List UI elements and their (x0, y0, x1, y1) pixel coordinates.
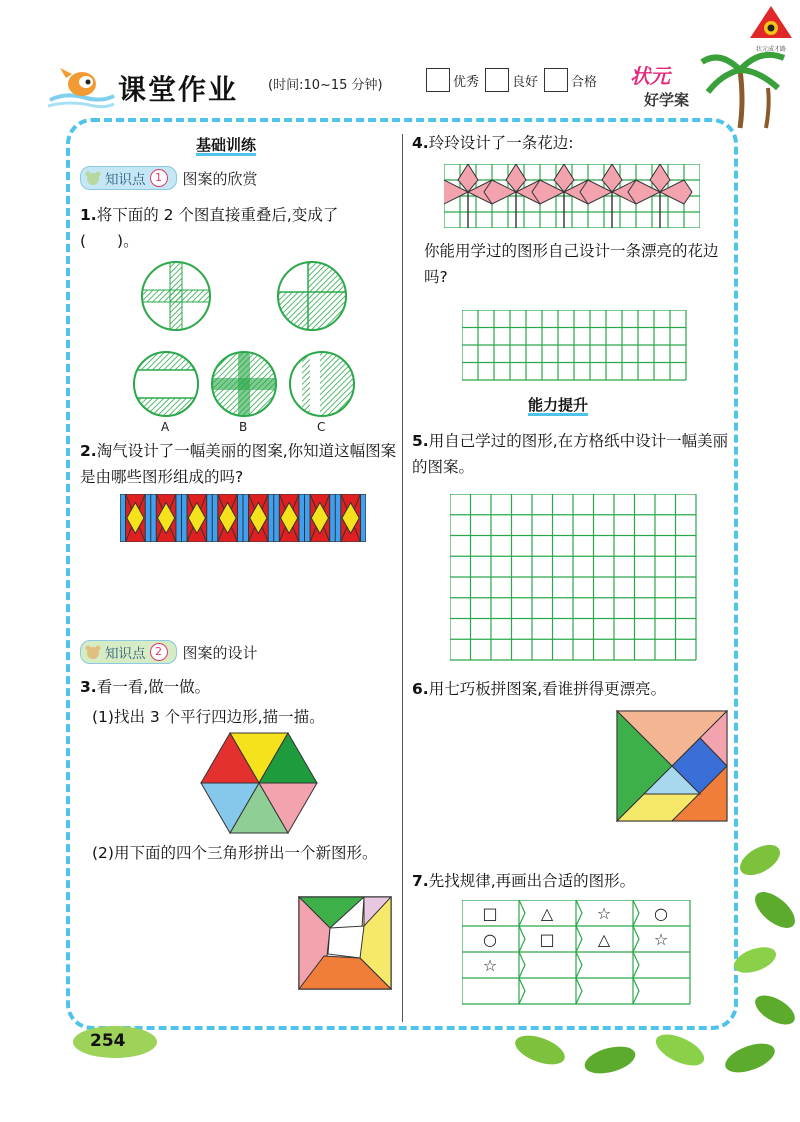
four-triangles-figure (298, 896, 392, 990)
brand-top: 状元 (630, 64, 670, 88)
q-text: 先找规律,再画出合适的图形。 (428, 872, 636, 890)
question-4-ask: 你能用学过的图形自己设计一条漂亮的花边吗? (424, 242, 719, 286)
grade-checkbox-pass[interactable] (544, 68, 568, 92)
question-3 (80, 674, 210, 700)
kp-title: 图案的欣赏 (182, 169, 258, 188)
question-3-2: (2)用下面的四个三角形拼出一个新图形。 (92, 844, 378, 862)
tangram-figure (616, 710, 728, 822)
q7-symbol: ☆ (596, 904, 612, 923)
corner-logo: 状元成才路 (746, 4, 796, 48)
kp-number: 2 (150, 643, 168, 661)
q-text: 看一看,做一做。 (96, 678, 211, 696)
page-number-badge (72, 1024, 158, 1060)
q-text: 淘气设计了一幅美丽的图案,你知道这幅图案是由哪些图形组成的吗? (80, 442, 397, 486)
q4-border-design (444, 164, 700, 228)
q-num: 5. (412, 432, 429, 450)
flame-logo-icon (746, 4, 796, 40)
kp-tag (80, 640, 177, 664)
header-mascot (46, 62, 116, 110)
question-6 (412, 676, 666, 702)
question-5 (412, 428, 732, 480)
q-num: 1. (80, 206, 97, 224)
grade-label-pass: 合格 (571, 74, 598, 90)
mascot-icon (46, 62, 116, 110)
q-text: 用自己学过的图形,在方格纸中设计一幅美丽的图案。 (412, 432, 729, 476)
question-4 (412, 130, 573, 156)
grade-boxes (420, 68, 597, 92)
page-number: 254 (90, 1031, 126, 1051)
question-7 (412, 868, 635, 894)
q7-symbol: △ (540, 904, 554, 923)
q7-symbol: □ (482, 904, 498, 923)
section-basic-training: 基础训练 (196, 136, 257, 154)
q-num: 3. (80, 678, 97, 696)
bear-icon (85, 644, 101, 660)
palm-tree-icon (700, 40, 790, 130)
grade-label-excellent: 优秀 (453, 74, 480, 90)
knowledge-point-1 (80, 166, 258, 190)
leaves-bottom-icon (500, 1020, 800, 1100)
kp-tag-label: 知识点 (105, 172, 146, 188)
hexagon-figure (200, 732, 318, 834)
q1-figures (130, 256, 400, 436)
bear-icon (85, 170, 101, 186)
q7-symbol: ☆ (653, 930, 669, 949)
q5-blank-grid[interactable] (450, 494, 700, 662)
q7-pattern-grid (462, 900, 692, 1008)
kp-tag (80, 166, 177, 190)
q7-symbol: ○ (483, 930, 497, 949)
q-num: 2. (80, 442, 97, 460)
q7-symbol: △ (597, 930, 611, 949)
question-3-1: (1)找出 3 个平行四边形,描一描。 (92, 708, 325, 726)
knowledge-point-2 (80, 640, 258, 664)
q7-symbol: ☆ (482, 956, 498, 975)
q-text: 用七巧板拼图案,看谁拼得更漂亮。 (428, 680, 667, 698)
q4-blank-grid[interactable] (462, 310, 688, 382)
leaves-right-icon (720, 840, 800, 1040)
kp-tag-label: 知识点 (105, 646, 146, 662)
option-label-a: A (161, 420, 170, 434)
kp-title: 图案的设计 (182, 643, 258, 662)
brand-bottom: 好学案 (644, 91, 690, 109)
q-text: 玲玲设计了一条花边: (428, 134, 574, 152)
q-text: 将下面的 2 个图直接重叠后,变成了( )。 (80, 206, 339, 250)
flower-motif (628, 164, 692, 228)
q-num: 4. (412, 134, 429, 152)
q-num: 7. (412, 872, 429, 890)
grade-checkbox-excellent[interactable] (426, 68, 450, 92)
grade-checkbox-good[interactable] (485, 68, 509, 92)
option-label-c: C (317, 420, 326, 434)
column-divider (402, 134, 403, 1022)
kp-number: 1 (150, 169, 168, 187)
section-ability: 能力提升 (528, 396, 589, 414)
question-1 (80, 202, 396, 254)
grade-label-good: 良好 (512, 74, 539, 90)
q7-symbol: □ (539, 930, 555, 949)
q7-symbol: ○ (654, 904, 668, 923)
q2-pattern-strip (120, 494, 366, 542)
brand (630, 60, 689, 110)
question-2 (80, 438, 398, 490)
q-num: 6. (412, 680, 429, 698)
option-label-b: B (239, 420, 248, 434)
time-note: (时间:10~15 分钟) (268, 78, 383, 93)
page-title: 课堂作业 (118, 73, 239, 106)
